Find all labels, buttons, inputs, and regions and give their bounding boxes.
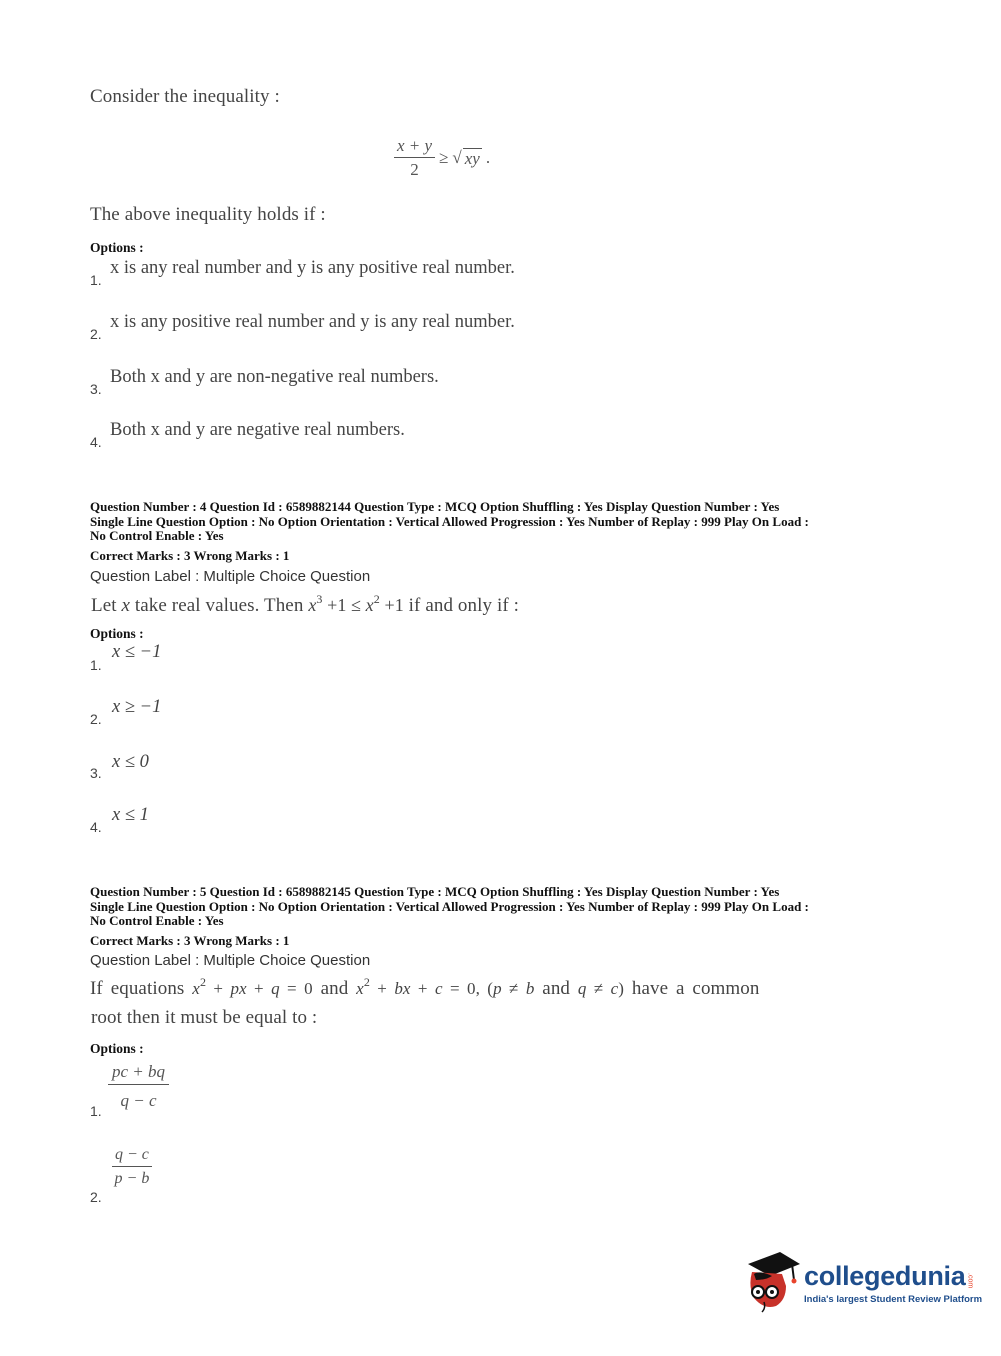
q5-condition: q ≠ c) xyxy=(577,979,625,998)
q5-option-2-denominator: p − b xyxy=(114,1170,150,1187)
q4-stem-inequality: $x^3 +1 \le x^2 +1$ xyxy=(308,592,404,615)
q5-meta-line-1: Question Number : 5 Question Id : 6589882145 Question Type : MCQ Option Shuffling : Yes Display Question Number : Yes xyxy=(90,884,780,899)
q5-option-2-number: 2. xyxy=(90,1189,102,1205)
q5-stem-line-2: root then it must be equal to : xyxy=(91,1007,318,1028)
q5-options-label: Options : xyxy=(90,1041,144,1056)
q5-stem-line-1 xyxy=(90,975,760,1000)
q5-marks: Correct Marks : 3 Wrong Marks : 1 xyxy=(90,933,290,948)
q4-option-1-number: 1. xyxy=(90,657,102,673)
q4-options-label: Options : xyxy=(90,626,144,641)
q3-option-4-number: 4. xyxy=(90,434,102,450)
q3-option-3-text[interactable]: Both x and y are non-negative real numbers. xyxy=(110,367,439,387)
q3-formula-relation: ≥ xyxy=(439,148,449,167)
q4-option-3-number: 3. xyxy=(90,765,102,781)
q3-formula-radicand: xy xyxy=(464,148,480,168)
q5-equation-1: $x^2$ + px + q = 0 xyxy=(192,975,313,998)
q4-stem-part-a: Let xyxy=(91,595,117,616)
q5-option-1-number: 1. xyxy=(90,1103,102,1119)
q5-option-2-fraction[interactable] xyxy=(112,1146,152,1188)
q5-meta-line-2: Single Line Question Option : No Option Orientation : Vertical Allowed Progression : Yes Number of Replay : 999 Play On Load : xyxy=(90,898,809,914)
q3-options-label: Options : xyxy=(90,240,144,255)
q3-option-2-number: 2. xyxy=(90,326,102,342)
q5-option-2-numerator: q − c xyxy=(112,1146,152,1167)
q4-option-2-text[interactable]: x ≥ −1 xyxy=(112,697,162,717)
collegedunia-logo xyxy=(742,1250,982,1314)
q3-option-4-text[interactable]: Both x and y are negative real numbers. xyxy=(110,420,405,440)
q5-stem-and: and xyxy=(320,978,349,999)
q3-formula-trail: . xyxy=(485,148,491,167)
q3-option-1-number: 1. xyxy=(90,272,102,288)
q4-meta-line-1: Question Number : 4 Question Id : 6589882144 Question Type : MCQ Option Shuffling : Yes Display Question Number : Yes xyxy=(90,499,780,514)
q4-option-4-number: 4. xyxy=(90,819,102,835)
q4-marks: Correct Marks : 3 Wrong Marks : 1 xyxy=(90,548,290,563)
q3-option-1-text[interactable]: x is any real number and y is any positive real number. xyxy=(110,258,515,278)
logo-text-block xyxy=(804,1261,982,1305)
q4-meta-line-2: Single Line Question Option : No Option Orientation : Vertical Allowed Progression : Yes Number of Replay : 999 Play On Load : xyxy=(90,513,809,529)
q4-question-label: Question Label : Multiple Choice Question xyxy=(90,568,371,585)
q5-stem-and-2: and xyxy=(542,978,571,999)
logo-suffix: .com xyxy=(966,1272,974,1288)
logo-brand: collegedunia xyxy=(804,1261,966,1291)
q3-sub-text: The above inequality holds if : xyxy=(90,204,326,225)
q5-stem-part-a: If equations xyxy=(90,978,185,999)
q5-meta xyxy=(90,885,809,929)
q3-formula-denominator: 2 xyxy=(410,160,419,179)
q4-option-3-text[interactable]: x ≤ 0 xyxy=(112,752,149,772)
q3-formula xyxy=(394,136,490,180)
q3-formula-fraction xyxy=(394,136,435,180)
q3-stem: Consider the inequality : xyxy=(90,86,280,107)
q3-option-3-number: 3. xyxy=(90,381,102,397)
q5-equation-2: $x^2$ + bx + c = 0, (p ≠ b xyxy=(356,975,535,998)
logo-tagline: India's largest Student Review Platform xyxy=(804,1294,983,1305)
q4-stem-part-c: if and only if : xyxy=(408,595,519,616)
q4-stem xyxy=(91,592,519,617)
q3-option-2-text[interactable]: x is any positive real number and y is any real number. xyxy=(110,312,515,332)
mascot-icon xyxy=(742,1250,802,1314)
q4-meta-line-3: No Control Enable : Yes xyxy=(90,528,224,543)
q3-formula-numerator: x + y xyxy=(394,136,435,158)
q5-question-label: Question Label : Multiple Choice Question xyxy=(90,952,371,969)
q5-option-1-numerator: pc + bq xyxy=(108,1062,169,1085)
q4-option-1-text[interactable]: x ≤ −1 xyxy=(112,642,162,662)
q4-stem-var-x: x xyxy=(121,595,131,616)
q4-option-4-text[interactable]: x ≤ 1 xyxy=(112,805,149,825)
q5-option-1-fraction[interactable] xyxy=(108,1062,169,1111)
q5-meta-line-3: No Control Enable : Yes xyxy=(90,913,224,928)
q4-option-2-number: 2. xyxy=(90,711,102,727)
q5-option-1-denominator: q − c xyxy=(120,1091,157,1110)
q5-stem-have: have a common xyxy=(631,978,760,999)
q3-formula-sqrt-sign: √ xyxy=(452,148,462,167)
q4-meta xyxy=(90,500,809,544)
q4-stem-part-b: take real values. Then xyxy=(134,595,304,616)
